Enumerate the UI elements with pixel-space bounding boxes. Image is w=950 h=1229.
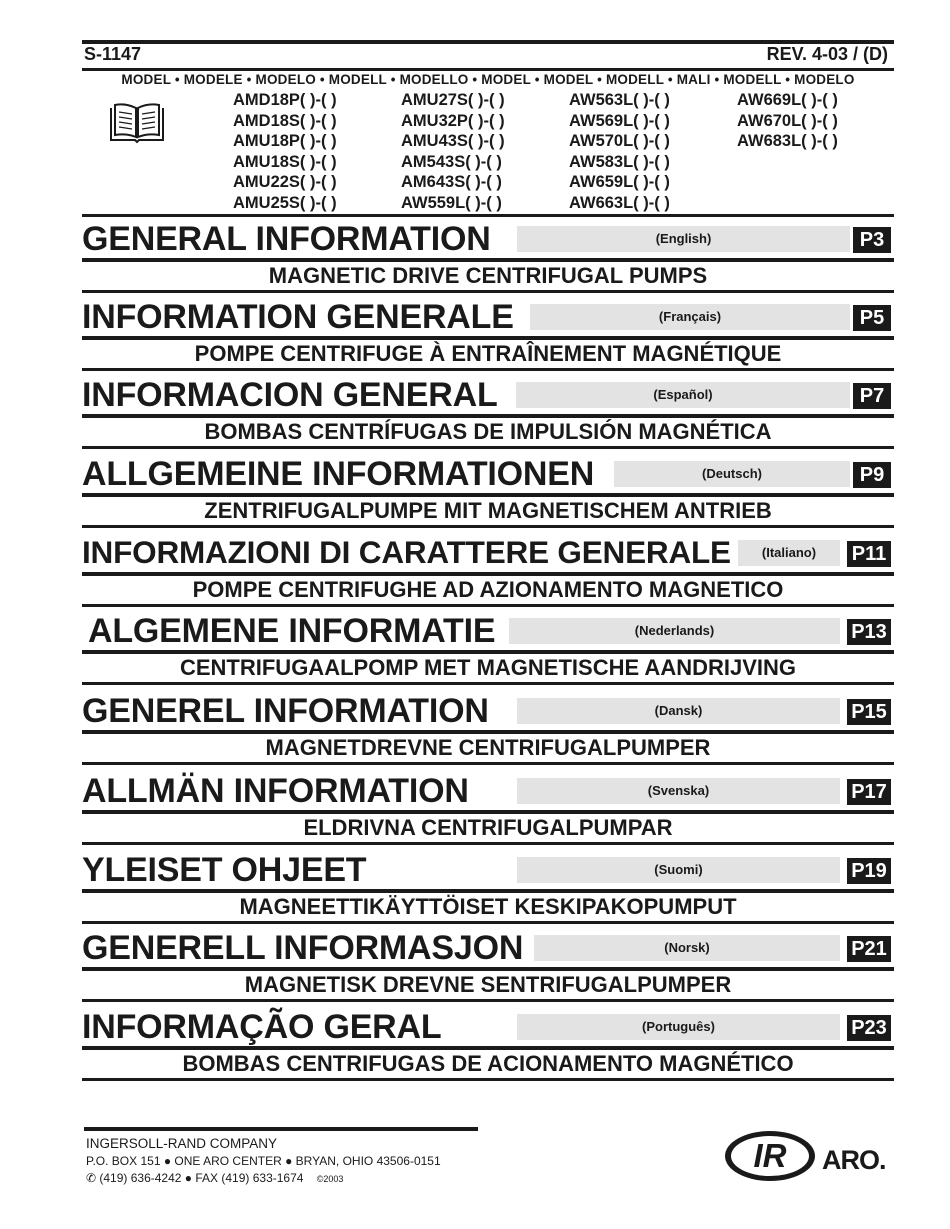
section-subtitle: POMPE CENTRIFUGE À ENTRAÎNEMENT MAGNÉTIQUE: [194, 341, 782, 366]
section-rule: [82, 336, 894, 340]
section-rule: [82, 650, 894, 654]
language-bar: (Español): [516, 382, 850, 408]
model-number: AW570L( )-( ): [569, 132, 670, 150]
language-bar: (Dansk): [517, 698, 840, 724]
model-number: AMU32P( )-( ): [401, 111, 505, 130]
section-rule: [82, 967, 894, 971]
model-number: AMD18P( )-( ): [233, 91, 337, 109]
language-bar: (Français): [530, 304, 850, 330]
section-subtitle: MAGNETDREVNE CENTRIFUGALPUMPER: [265, 735, 711, 760]
subtitle-rule: [82, 999, 894, 1002]
section-subtitle: ELDRIVNA CENTRIFUGALPUMPAR: [303, 815, 673, 840]
section-rule: [82, 1046, 894, 1050]
revision-label: REV. 4-03 / (D): [766, 44, 888, 64]
language-bar: (Suomi): [517, 857, 840, 883]
section-title: YLEISET OHJEET: [82, 851, 367, 889]
company-address: P.O. BOX 151 ● ONE ARO CENTER ● BRYAN, OHIO 43506-0151: [86, 1154, 441, 1168]
model-number: AMU18P( )-( ): [233, 132, 337, 150]
subtitle-rule: [82, 842, 894, 845]
language-bar: (Italiano): [738, 540, 840, 566]
model-number: AW559L( )-( ): [401, 193, 502, 212]
section-title: INFORMAZIONI DI CARATTERE GENERALE: [82, 534, 731, 570]
phone-fax: [86, 1171, 343, 1185]
section-title: INFORMAÇÃO GERAL: [82, 1008, 442, 1046]
model-number: AW563L( )-( ): [569, 91, 670, 109]
page-reference-badge: P9: [853, 462, 891, 488]
subtitle-rule: [82, 1078, 894, 1081]
subtitle-rule: [82, 921, 894, 924]
section-title: ALLMÄN INFORMATION: [82, 772, 469, 810]
section-title: INFORMATION GENERALE: [82, 298, 514, 336]
section-title: ALGEMENE INFORMATIE: [88, 612, 496, 650]
model-number: AW669L( )-( ): [737, 91, 838, 109]
model-number: AMD18S( )-( ): [233, 111, 337, 130]
section-rule: [82, 730, 894, 734]
section-subtitle: CENTRIFUGAALPOMP MET MAGNETISCHE AANDRIJVING: [179, 655, 797, 680]
section-top-rule: [82, 214, 894, 217]
section-subtitle: BOMBAS CENTRÍFUGAS DE IMPULSIÓN MAGNÉTICA: [204, 419, 772, 444]
language-bar: (Nederlands): [509, 618, 840, 644]
section-title: INFORMACION GENERAL: [82, 376, 498, 414]
section-subtitle: MAGNETIC DRIVE CENTRIFUGAL PUMPS: [268, 263, 708, 288]
section-title: GENEREL INFORMATION: [82, 692, 489, 730]
model-number: AW569L( )-( ): [569, 111, 670, 130]
page-reference-badge: P7: [853, 383, 891, 409]
section-rule: [82, 414, 894, 418]
model-number: AMU43S( )-( ): [401, 132, 505, 150]
subtitle-rule: [82, 446, 894, 449]
language-bar: (English): [517, 226, 850, 252]
model-column-4: [737, 90, 838, 152]
page-reference-badge: P21: [847, 936, 891, 962]
logo-aro-text: ARO.: [822, 1145, 886, 1175]
subtitle-rule: [82, 290, 894, 293]
page-reference-badge: P13: [847, 619, 891, 645]
manual-book-icon: [108, 102, 166, 144]
model-number: AW659L( )-( ): [569, 173, 670, 191]
ir-aro-logo: [722, 1128, 892, 1184]
page-reference-badge: P5: [853, 305, 891, 331]
subtitle-rule: [82, 762, 894, 765]
section-rule: [82, 810, 894, 814]
model-column-1: [233, 90, 337, 213]
header-rule: [82, 68, 894, 71]
language-bar: (Deutsch): [614, 461, 850, 487]
section-rule: [82, 258, 894, 262]
language-bar: (Norsk): [534, 935, 840, 961]
phone-fax-text: ✆ (419) 636-4242 ● FAX (419) 633-1674: [86, 1171, 304, 1185]
language-bar: (Português): [517, 1014, 840, 1040]
section-rule: [82, 493, 894, 497]
model-column-2: [401, 90, 505, 213]
model-number: AW663L( )-( ): [569, 193, 670, 212]
section-rule: [82, 889, 894, 893]
language-bar: (Svenska): [517, 778, 840, 804]
model-languages-line: MODEL • MODELE • MODELO • MODELL • MODELLO • MODEL • MODEL • MODELL • MALI • MODELL • MODELO: [121, 72, 855, 87]
logo-ir-text: IR: [753, 1137, 787, 1174]
model-number: AMU18S( )-( ): [233, 152, 337, 171]
section-subtitle: MAGNETISK DREVNE SENTRIFUGALPUMPER: [244, 972, 732, 997]
model-number: AW683L( )-( ): [737, 132, 838, 150]
footer-rule: [84, 1127, 478, 1131]
model-number: AW583L( )-( ): [569, 152, 670, 171]
company-name: INGERSOLL-RAND COMPANY: [86, 1136, 278, 1151]
section-title: GENERELL INFORMASJON: [82, 929, 524, 967]
subtitle-rule: [82, 604, 894, 607]
model-number: AMU27S( )-( ): [401, 91, 505, 109]
model-column-3: [569, 90, 670, 213]
page-reference-badge: P15: [847, 699, 891, 725]
page-reference-badge: P23: [847, 1015, 891, 1041]
page-reference-badge: P3: [853, 227, 891, 253]
section-title: ALLGEMEINE INFORMATIONEN: [82, 455, 595, 493]
section-subtitle: BOMBAS CENTRIFUGAS DE ACIONAMENTO MAGNÉTICO: [182, 1051, 794, 1076]
section-subtitle: POMPE CENTRIFUGHE AD AZIONAMENTO MAGNETICO: [192, 577, 784, 602]
model-number: AMU25S( )-( ): [233, 193, 337, 212]
page-reference-badge: P17: [847, 779, 891, 805]
section-subtitle: MAGNEETTIKÄYTTÖISET KESKIPAKOPUMPUT: [239, 894, 737, 919]
model-number: AM643S( )-( ): [401, 173, 502, 191]
page-reference-badge: P19: [847, 858, 891, 884]
subtitle-rule: [82, 525, 894, 528]
section-subtitle: ZENTRIFUGALPUMPE MIT MAGNETISCHEM ANTRIEB: [204, 498, 772, 523]
subtitle-rule: [82, 682, 894, 685]
model-number: AMU22S( )-( ): [233, 173, 337, 191]
page-reference-badge: P11: [847, 541, 891, 567]
copyright: ©2003: [316, 1174, 344, 1184]
document-number: S-1147: [84, 44, 142, 64]
section-rule: [82, 572, 894, 576]
model-number: AW670L( )-( ): [737, 111, 838, 130]
model-number: AM543S( )-( ): [401, 152, 502, 171]
section-title: GENERAL INFORMATION: [82, 220, 491, 258]
subtitle-rule: [82, 368, 894, 371]
